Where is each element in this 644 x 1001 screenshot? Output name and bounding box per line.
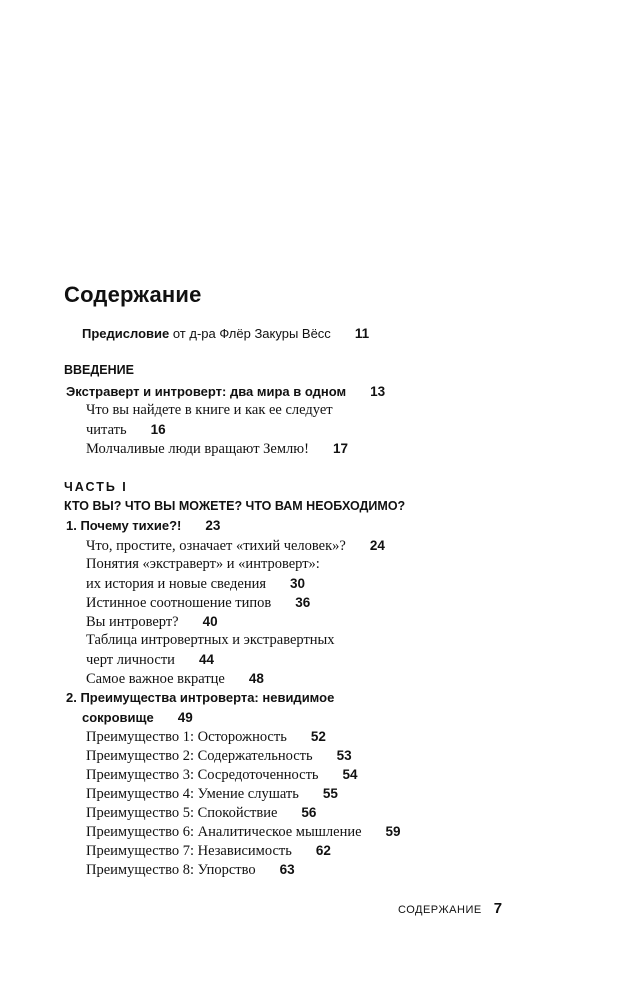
toc-entry-ch2-2 bbox=[86, 747, 352, 765]
toc-entry-ch2-4 bbox=[86, 785, 338, 803]
toc-entry-ch2-3 bbox=[86, 766, 358, 784]
page-number: 44 bbox=[198, 652, 214, 667]
page-number: 17 bbox=[332, 441, 348, 456]
toc-entry-ch1-3 bbox=[86, 594, 310, 612]
entry-text: Что, простите, означает «тихий человек»? bbox=[86, 538, 346, 554]
preface-label: Предисловие bbox=[82, 326, 170, 341]
toc-entry-ch2-1 bbox=[86, 728, 326, 746]
part-subtitle: КТО ВЫ? ЧТО ВЫ МОЖЕТЕ? ЧТО ВАМ НЕОБХОДИМО? bbox=[64, 499, 406, 513]
toc-entry-ch1-5 bbox=[86, 651, 214, 669]
chapter-title-cont: сокровище bbox=[82, 710, 154, 725]
entry-text: читать bbox=[86, 422, 127, 438]
page-number: 16 bbox=[150, 422, 166, 437]
toc-entry-ch1-1 bbox=[86, 537, 385, 555]
footer-label: СОДЕРЖАНИЕ bbox=[398, 904, 482, 916]
entry-text: Вы интроверт? bbox=[86, 614, 179, 630]
chapter-title: 2. Преимущества интроверта: невидимое bbox=[66, 690, 335, 705]
entry-text: Преимущество 2: Содержательность bbox=[86, 748, 313, 764]
toc-entry-intro-2 bbox=[86, 440, 348, 458]
entry-text: Преимущество 6: Аналитическое мышление bbox=[86, 824, 362, 840]
running-footer bbox=[398, 900, 502, 918]
entry-text: Преимущество 5: Спокойствие bbox=[86, 805, 278, 821]
page-number: 40 bbox=[202, 614, 218, 629]
entry-text: Преимущество 1: Осторожность bbox=[86, 729, 287, 745]
toc-entry-ch1-6 bbox=[86, 670, 264, 688]
page-number: 24 bbox=[369, 538, 385, 553]
page-number: 11 bbox=[354, 326, 370, 341]
page-number: 13 bbox=[370, 384, 386, 399]
page-number: 63 bbox=[279, 862, 295, 877]
entry-text: черт личности bbox=[86, 652, 175, 668]
toc-entry-line: Понятия «экстраверт» и «интроверт»: bbox=[86, 556, 320, 572]
entry-text: Преимущество 3: Сосредоточенность bbox=[86, 767, 319, 783]
page-number: 36 bbox=[295, 595, 311, 610]
entry-text: Преимущество 4: Умение слушать bbox=[86, 786, 299, 802]
toc-entry-intro-main bbox=[66, 383, 385, 401]
toc-entry-ch2-8 bbox=[86, 861, 295, 879]
entry-text: Преимущество 8: Упорство bbox=[86, 862, 256, 878]
entry-text: Истинное соотношение типов bbox=[86, 595, 272, 611]
toc-entry-ch1-4 bbox=[86, 613, 218, 631]
page-number: 52 bbox=[310, 729, 326, 744]
chapter-title: 1. Почему тихие?! bbox=[66, 518, 182, 533]
entry-text: их история и новые сведения bbox=[86, 576, 267, 592]
page-title: Содержание bbox=[64, 282, 202, 307]
page-number: 49 bbox=[177, 710, 193, 725]
toc-entry-ch2-5 bbox=[86, 804, 316, 822]
toc-entry-intro-1 bbox=[86, 421, 166, 439]
toc-entry-chapter-1 bbox=[66, 517, 220, 535]
page-number: 30 bbox=[290, 576, 306, 591]
toc-entry-ch2-7 bbox=[86, 842, 331, 860]
toc-entry-preface bbox=[82, 325, 369, 343]
folio-number: 7 bbox=[493, 900, 503, 917]
page-number: 62 bbox=[315, 843, 331, 858]
toc-entry-line: Таблица интровертных и экстравертных bbox=[86, 632, 335, 648]
page-number: 54 bbox=[342, 767, 358, 782]
toc-entry-ch2-6 bbox=[86, 823, 401, 841]
entry-text: Преимущество 7: Независимость bbox=[86, 843, 292, 859]
page-number: 56 bbox=[301, 805, 317, 820]
page-number: 59 bbox=[385, 824, 401, 839]
entry-text: Самое важное вкратце bbox=[86, 671, 225, 687]
entry-text: Молчаливые люди вращают Землю! bbox=[86, 441, 309, 457]
page-number: 55 bbox=[322, 786, 338, 801]
toc-entry-chapter-2 bbox=[82, 709, 193, 727]
toc-entry-line: Что вы найдете в книге и как ее следует bbox=[86, 402, 333, 418]
page-number: 48 bbox=[248, 671, 264, 686]
entry-text: Экстраверт и интроверт: два мира в одном bbox=[66, 384, 347, 399]
toc-entry-ch1-2 bbox=[86, 575, 305, 593]
preface-author: от д-ра Флёр Закуры Вёсс bbox=[169, 326, 331, 341]
page-number: 23 bbox=[205, 518, 221, 533]
page-number: 53 bbox=[336, 748, 352, 763]
part-label: ЧАСТЬ I bbox=[64, 480, 128, 494]
section-heading-intro: ВВЕДЕНИЕ bbox=[64, 363, 134, 377]
